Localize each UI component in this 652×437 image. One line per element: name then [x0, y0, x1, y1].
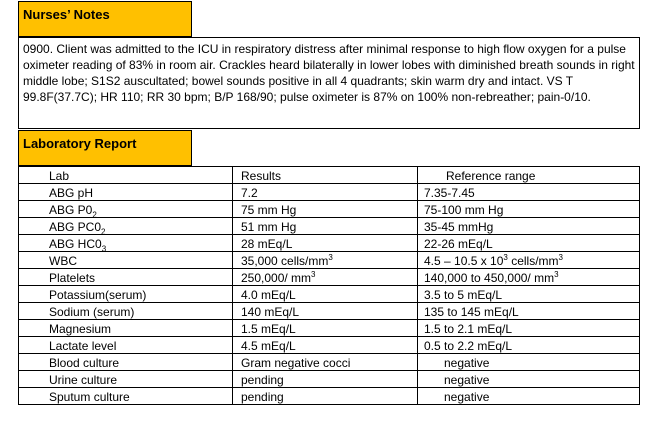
lab-name: ABG pH: [49, 186, 94, 200]
reference-range-cell: [418, 201, 640, 218]
lab-name-cell: [19, 303, 233, 320]
reference-range-cell: [418, 235, 640, 252]
reference-exponent: 3: [503, 253, 508, 262]
lab-name-cell: [19, 201, 233, 218]
lab-name: ABG P0: [49, 203, 93, 217]
reference-range-value: 135 to 145 mEq/L: [424, 305, 519, 319]
reference-range-value: negative: [444, 373, 490, 387]
lab-name-cell: [19, 252, 233, 269]
reference-range-cell: [418, 388, 640, 405]
reference-range-cell: [418, 184, 640, 201]
lab-name: Sodium (serum): [49, 305, 135, 319]
reference-range-cell: [418, 354, 640, 371]
reference-range-value: 4.5 – 10.5 x 10: [424, 254, 504, 268]
result-cell: [233, 286, 418, 303]
table-row: [19, 371, 640, 388]
lab-name: Platelets: [49, 271, 96, 285]
column-header-results: Results: [233, 167, 418, 184]
reference-range-cell: [418, 218, 640, 235]
result-cell: [233, 354, 418, 371]
result-value: 1.5 mEq/L: [241, 322, 296, 336]
table-header-row: [19, 167, 640, 184]
reference-superscript: 3: [554, 270, 559, 279]
lab-name: Magnesium: [49, 322, 112, 336]
table-row: [19, 235, 640, 252]
column-header-reference-range: Reference range: [418, 167, 640, 184]
lab-name-cell: [19, 286, 233, 303]
table-row: [19, 303, 640, 320]
lab-name-subscript: 3: [101, 244, 107, 252]
result-value: 4.0 mEq/L: [241, 288, 296, 302]
lab-name: Sputum culture: [49, 390, 130, 404]
lab-rows: [19, 184, 640, 405]
lab-name-cell: [19, 184, 233, 201]
reference-range-value: 3.5 to 5 mEq/L: [424, 288, 503, 302]
result-value: 75 mm Hg: [241, 203, 297, 217]
result-cell: [233, 337, 418, 354]
lab-name: WBC: [49, 254, 77, 268]
result-cell: [233, 184, 418, 201]
result-cell: [233, 388, 418, 405]
result-value: 28 mEq/L: [241, 237, 293, 251]
lab-name-cell: [19, 320, 233, 337]
reference-range-value: 7.35-7.45: [424, 186, 475, 200]
reference-range-cell: [418, 286, 640, 303]
lab-name-subscript: 2: [92, 210, 97, 218]
result-value: 140 mEq/L: [241, 305, 300, 319]
reference-range-value: negative: [444, 356, 490, 370]
table-row: [19, 184, 640, 201]
lab-report-title: Laboratory Report: [23, 136, 137, 151]
lab-name-cell: [19, 337, 233, 354]
nurses-notes-body: [18, 37, 640, 129]
table-row: [19, 354, 640, 371]
table-row: [19, 252, 640, 269]
result-cell: [233, 320, 418, 337]
lab-report-table: [18, 166, 640, 405]
reference-unit: cells/mm: [507, 254, 559, 268]
lab-name: ABG HC0: [49, 237, 102, 251]
reference-range-value: 75-100 mm Hg: [424, 203, 504, 217]
table-row: [19, 388, 640, 405]
reference-range-value: 35-45 mmHg: [424, 220, 494, 234]
table-row: [19, 218, 640, 235]
lab-name-cell: [19, 371, 233, 388]
result-value: 4.5 mEq/L: [241, 339, 296, 353]
result-value: 7.2: [241, 186, 258, 200]
reference-range-cell: [418, 252, 640, 269]
result-cell: [233, 252, 418, 269]
result-superscript: 3: [328, 253, 333, 262]
result-cell: [233, 201, 418, 218]
nurses-notes-heading: [18, 1, 192, 37]
table-row: [19, 201, 640, 218]
reference-superscript: 3: [558, 253, 563, 262]
table-row: [19, 337, 640, 354]
result-cell: [233, 269, 418, 286]
reference-range-value: 140,000 to 450,000/ mm: [424, 271, 555, 285]
table-row: [19, 269, 640, 286]
nurses-notes-text: 0900. Client was admitted to the ICU in respiratory distress after minimal response to high flow oxygen for a pulse oximeter reading of 83% in room air. Crackles heard bilaterally in lower lobes with diminished breath sounds in right middle lobe; S1S2 auscultated; bowel sounds positive in all 4 quadrants; skin warm dry and intact. VS T 99.8F(37.7C); HR 110; RR 30 bpm; B/P 168/90; pulse oximeter is 87% on 100% non-rebreather; pain-0/10.: [23, 42, 635, 104]
reference-range-cell: [418, 337, 640, 354]
lab-name-cell: [19, 218, 233, 235]
table-row: [19, 320, 640, 337]
result-value: 250,000/ mm: [241, 271, 312, 285]
result-value: Gram negative cocci: [241, 356, 351, 370]
result-value: 35,000 cells/mm: [241, 254, 329, 268]
reference-range-cell: [418, 320, 640, 337]
lab-name-cell: [19, 354, 233, 371]
lab-name: Lactate level: [49, 339, 117, 353]
result-cell: [233, 235, 418, 252]
result-value: 51 mm Hg: [241, 220, 297, 234]
column-header-lab: Lab: [19, 167, 233, 184]
result-cell: [233, 303, 418, 320]
lab-name-cell: [19, 269, 233, 286]
result-cell: [233, 371, 418, 388]
result-cell: [233, 218, 418, 235]
lab-name-cell: [19, 388, 233, 405]
result-value: pending: [241, 373, 284, 387]
reference-range-value: negative: [444, 390, 490, 404]
lab-name: ABG PC0: [49, 220, 102, 234]
result-value: pending: [241, 390, 284, 404]
lab-report-heading: [18, 130, 192, 166]
reference-range-cell: [418, 371, 640, 388]
lab-name-subscript: 2: [101, 227, 106, 235]
table-row: [19, 286, 640, 303]
reference-range-value: 22-26 mEq/L: [424, 237, 493, 251]
reference-range-value: 0.5 to 2.2 mEq/L: [424, 339, 513, 353]
lab-name: Urine culture: [49, 373, 118, 387]
nurses-notes-title: Nurses’ Notes: [23, 7, 110, 22]
reference-range-cell: [418, 269, 640, 286]
lab-name: Potassium(serum): [49, 288, 147, 302]
result-superscript: 3: [311, 270, 316, 279]
lab-name: Blood culture: [49, 356, 120, 370]
lab-name-cell: [19, 235, 233, 252]
reference-range-value: 1.5 to 2.1 mEq/L: [424, 322, 513, 336]
reference-range-cell: [418, 303, 640, 320]
